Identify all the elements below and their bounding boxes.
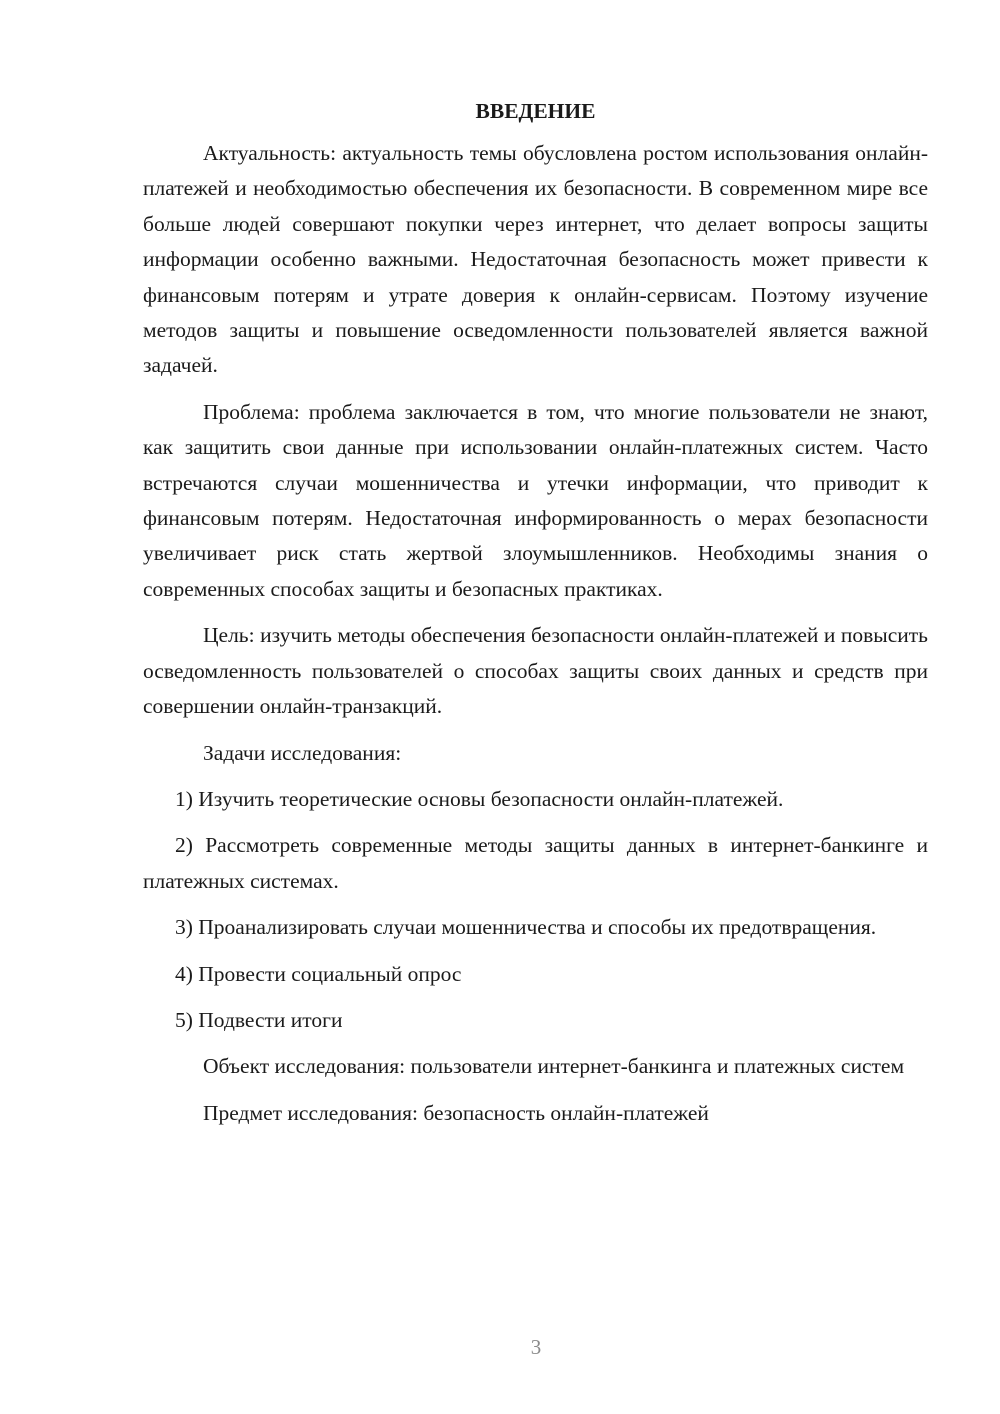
task-item: 1) Изучить теоретические основы безопасности онлайн-платежей. <box>175 786 784 811</box>
task-item: 4) Провести социальный опрос <box>175 961 462 986</box>
page-number: 3 <box>530 1335 542 1359</box>
tasks-heading: Задачи исследования: <box>203 740 402 765</box>
task-item: 2) Рассмотреть современные методы защиты данных в интернет-банкинге и платежных системах. <box>143 833 928 893</box>
research-subject-paragraph: Предмет исследования: безопасность онлайн-платежей <box>203 1100 709 1125</box>
research-object-paragraph: Объект исследования: пользователи интернет-банкинга и платежных систем <box>203 1054 905 1079</box>
section-title: ВВЕДЕНИЕ <box>475 99 596 123</box>
task-item: 5) Подвести итоги <box>175 1007 343 1032</box>
page-content <box>143 96 928 1142</box>
task-item: 3) Проанализировать случаи мошенничества и способы их предотвращения. <box>175 915 877 940</box>
relevance-paragraph: Актуальность: актуальность темы обусловлена ростом использования онлайн-платежей и необходимостью обеспечения их безопасности. В современном мире все больше людей совершают покупки через интернет, что делает вопросы защиты информации особенно важными. Недостаточная безопасность может привести к финансовым потерям и утрате доверия к онлайн-сервисам. Поэтому изучение методов защиты и повышение осведомленности пользователей является важной задачей. <box>143 141 928 378</box>
goal-paragraph: Цель: изучить методы обеспечения безопасности онлайн-платежей и повысить осведомленность пользователей о способах защиты своих данных и средств при совершении онлайн-транзакций. <box>143 623 928 719</box>
problem-paragraph: Проблема: проблема заключается в том, что многие пользователи не знают, как защитить свои данные при использовании онлайн-платежных систем. Часто встречаются случаи мошенничества и утечки информации, что приводит к финансовым потерям. Недостаточная информированность о мерах безопасности увеличивает риск стать жертвой злоумышленников. Необходимы знания о современных способах защиты и безопасных практиках. <box>143 399 928 601</box>
